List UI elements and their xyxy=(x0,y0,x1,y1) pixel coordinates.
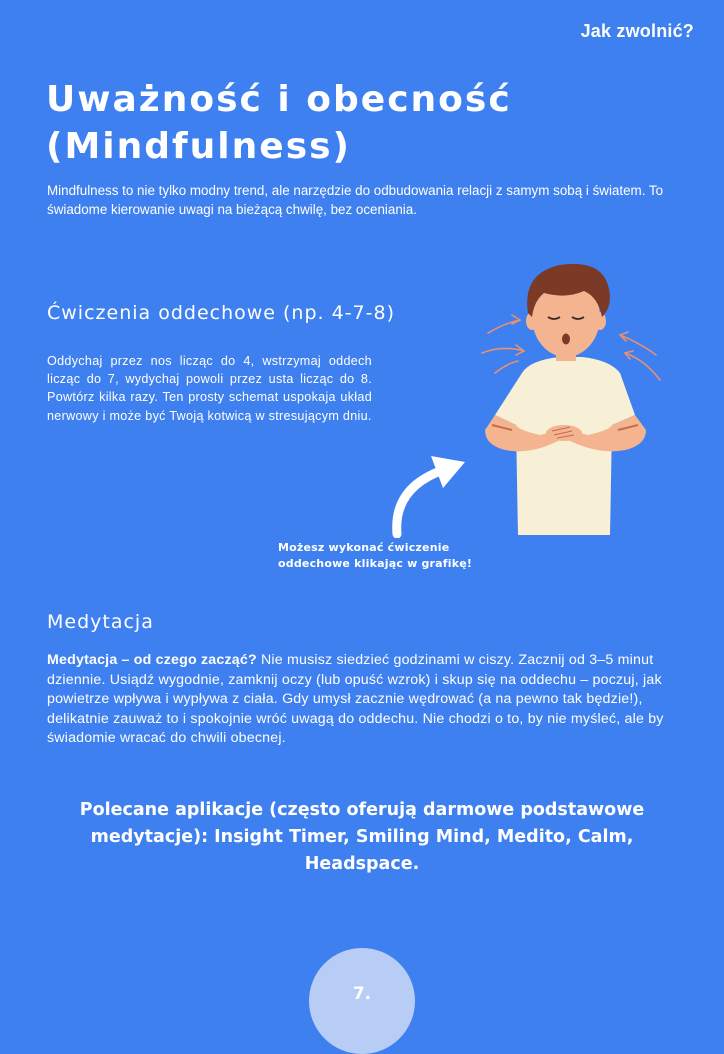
illustration-caption xyxy=(278,540,472,572)
air-flow-lines-left xyxy=(482,315,524,373)
page-title: Uważność i obecność (Mindfulness) xyxy=(46,79,512,167)
page-number: 7. xyxy=(352,984,372,1004)
caption-line-1: Możesz wykonać ćwiczenie xyxy=(278,541,450,554)
meditation-heading: Medytacja xyxy=(47,611,154,633)
meditation-lead: Medytacja – od czego zacząć? xyxy=(47,652,257,668)
breathing-text: Oddychaj przez nos licząc do 4, wstrzymaj oddech licząc do 7, wydychaj powoli przez usta licząc do 8. Powtórz kilka razy. Ten prosty schemat uspokaja układ nerwowy i może być Twoją kotwicą w stresującym dniu. xyxy=(47,354,372,423)
meditation-text: Nie musisz siedzieć godzinami w ciszy. Zacznij od 3–5 minut dziennie. Usiądź wygodnie, zamknij oczy (lub opuść wzrok) i skup się na oddechu – poczuj, jak powietrze wpływa i wypływa z ciała. Gdy umysł zacznie wędrować (a na pewno tak będzie!), delikatnie zauważ to i spokojnie wróć uwagą do oddechu. Nie chodzi o to, by nie myśleć, ale by świadomie wracać do chwili obecnej. xyxy=(47,652,664,746)
caption-line-2: oddechowe klikając w grafikę! xyxy=(278,557,473,570)
meditation-paragraph xyxy=(47,651,679,749)
recommended-apps: Polecane aplikacje (często oferują darmowe podstawowe medytacje): Insight Timer, Smiling Mind, Medito, Calm, Headspace. xyxy=(79,800,645,874)
air-flow-lines-right xyxy=(620,332,660,380)
brand-label: Jak zwolnić? xyxy=(580,21,694,41)
breathing-heading: Ćwiczenia oddechowe (np. 4-7-8) xyxy=(47,302,395,324)
curved-arrow-icon xyxy=(385,448,470,538)
intro-paragraph: Mindfulness to nie tylko modny trend, ale narzędzie do odbudowania relacji z samym sobą i światem. To świadome kierowanie uwagi na bieżącą chwilę, bez oceniania. xyxy=(47,183,664,217)
mouth xyxy=(562,334,570,345)
breathing-person-illustration[interactable] xyxy=(460,255,670,540)
